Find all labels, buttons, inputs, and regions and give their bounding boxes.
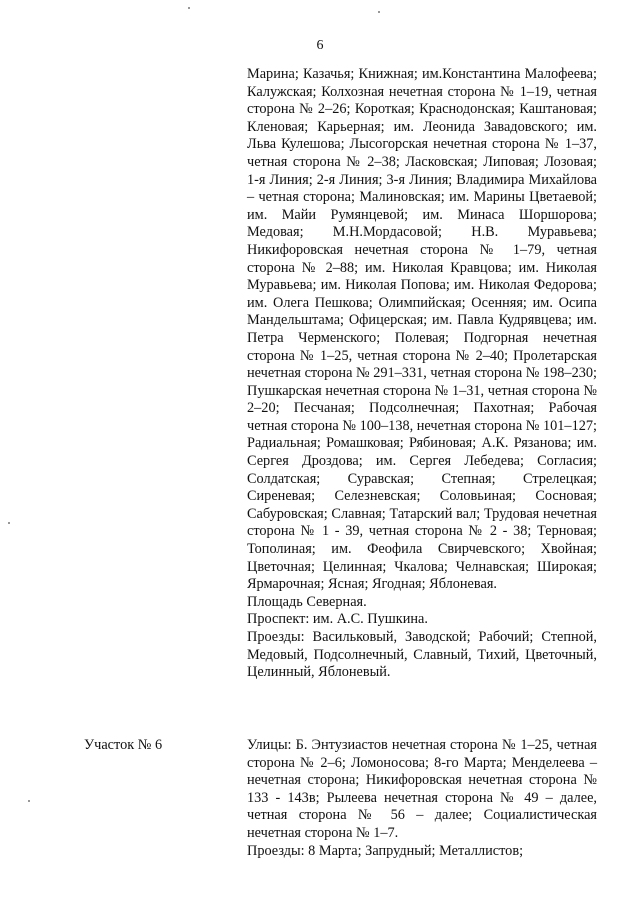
section-6-block: [247, 737, 597, 860]
page-number: 6: [316, 38, 324, 53]
scan-speck: [28, 800, 30, 802]
streets-paragraph: Марина; Казачья; Книжная; им.Константина Малофеева; Калужская; Колхозная нечетная сторона № 1–19, четная сторона № 2–26; Короткая; Краснодонская; Каштановая; Кленовая; Карьерная; им. Леонида Завадовского; им. Льва Кулешова; Лысогорская нечетная сторона № 1–37, четная сторона № 2–38; Ласковская; Липовая; Лозовая; 1-я Линия; 2-я Линия; 3-я Линия; Владимира Михайлова – четная сторона; Малиновская; им. Марины Цветаевой; им. Майи Румянцевой; им. Минаса Шоршорова; Медовая; М.Н.Мордасовой; Н.В. Муравьева; Никифоровская нечетная сторона № 1–79, четная сторона № 2–88; им. Николая Кравцова; им. Николая Муравьева; им. Николая Попова; им. Николая Федорова; им. Олега Пешкова; Олимпийская; Осенняя; им. Осипа Мандельштама; Офицерская; им. Павла Кудрявцева; им. Петра Черменского; Полевая; Подгорная нечетная сторона № 1–25, четная сторона № 2–40; Пролетарская нечетная сторона № 291–331, четная сторона № 198–230; Пушкарская нечетная сторона № 1–31, четная сторона № 2–20; Песчаная; Подсолнечная; Пахотная; Рабочая четная сторона № 100–138, нечетная сторона № 101–127; Радиальная; Ромашковая; Рябиновая; А.К. Рязанова; им. Сергея Дроздова; им. Сергея Лебедева; Согласия; Солдатская; Суравская; Степная; Стрелецкая; Сиреневая; Селезневская; Соловьиная; Сосновая; Сабуровская; Славная; Татарский вал; Трудовая нечетная сторона № 1 - 39, четная сторона № 2 - 38; Терновая; Тополиная; им. Феофила Свирчевского; Хвойная; Цветочная; Целинная; Чкалова; Челнавская; Широкая; Ярмарочная; Ясная; Ягодная; Яблоневая.: [247, 66, 597, 593]
section-label: Участок № 6: [84, 737, 163, 753]
scan-speck: [378, 11, 380, 13]
scan-speck: [188, 7, 190, 9]
section-6-streets-paragraph: Улицы: Б. Энтузиастов нечетная сторона № 1–25, четная сторона № 2–6; Ломоносова; 8-го Марта; Менделеева – нечетная сторона; Никифоровская нечетная сторона № 133 - 143в; Рылеева нечетная сторона № 49 – далее, четная сторона № 56 – далее; Социалистическая нечетная сторона № 1–7.: [247, 737, 597, 841]
continuation-block: [247, 66, 597, 682]
section-6-passages-paragraph: Проезды: 8 Марта; Запрудный; Металлистов;: [247, 842, 524, 859]
passages-paragraph: Проезды: Васильковый, Заводской; Рабочий; Степной, Медовый, Подсолнечный, Славный, Тихий, Цветочный, Целинный, Яблоневый.: [247, 629, 597, 681]
avenue-paragraph: Проспект: им. А.С. Пушкина.: [247, 611, 428, 628]
scan-speck: [8, 522, 10, 524]
square-paragraph: Площадь Северная.: [247, 593, 367, 610]
